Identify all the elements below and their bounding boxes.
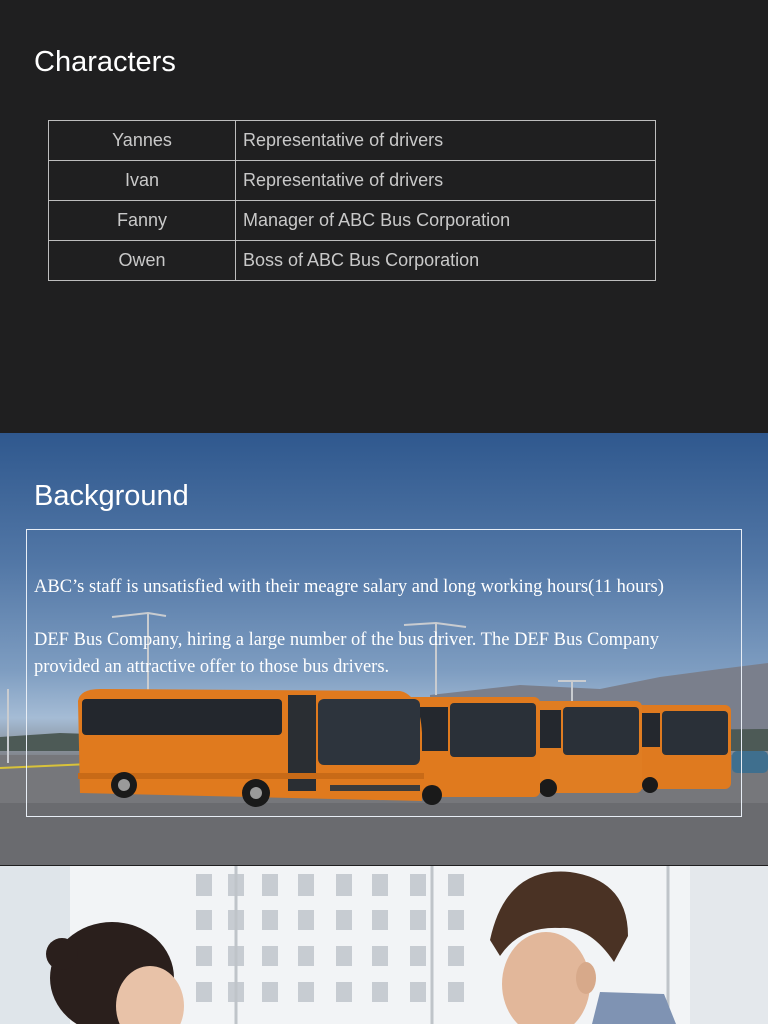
character-role: Boss of ABC Bus Corporation <box>236 241 656 281</box>
background-text-box <box>26 529 742 817</box>
glass-pane-right <box>690 866 768 1024</box>
background-paragraph-1: ABC’s staff is unsatisfied with their meagre salary and long working hours(11 hours) <box>34 577 664 597</box>
character-role: Representative of drivers <box>236 161 656 201</box>
character-role: Manager of ABC Bus Corporation <box>236 201 656 241</box>
background-paragraph-2: DEF Bus Company, hiring a large number of the bus driver. The DEF Bus Company provided an attractive offer to those bus drivers. <box>34 630 659 677</box>
slide-background <box>0 433 768 865</box>
slide-characters <box>0 0 768 433</box>
office-people-photo <box>0 866 768 1024</box>
slide-title: Characters <box>34 46 176 78</box>
character-name: Ivan <box>49 161 236 201</box>
character-role: Representative of drivers <box>236 121 656 161</box>
table-row <box>49 161 656 201</box>
table-row <box>49 201 656 241</box>
characters-table <box>48 120 656 281</box>
character-name: Owen <box>49 241 236 281</box>
character-name: Yannes <box>49 121 236 161</box>
slide-office-photo <box>0 866 768 1024</box>
character-name: Fanny <box>49 201 236 241</box>
table-row <box>49 241 656 281</box>
table-row <box>49 121 656 161</box>
slide-title: Background <box>34 480 189 512</box>
